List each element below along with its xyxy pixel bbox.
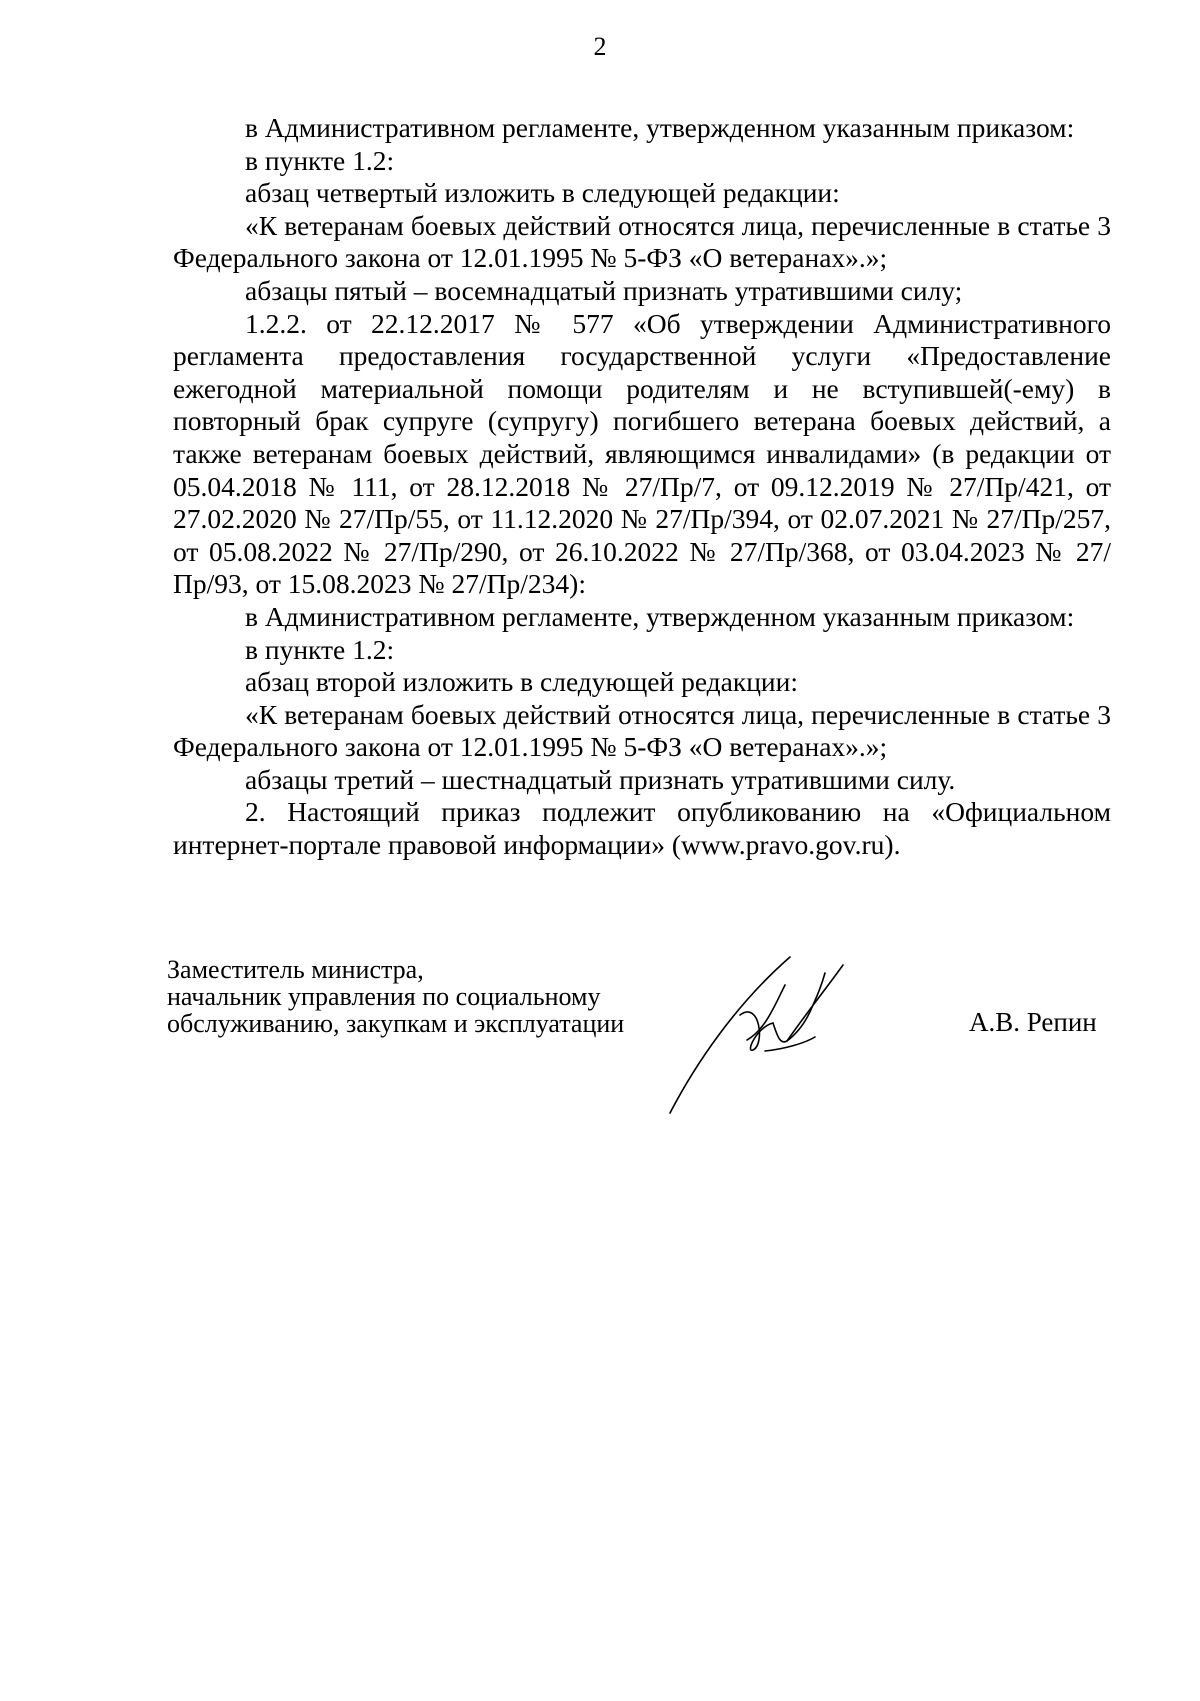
paragraph: в Административном регламенте, утвержденном указанным приказом:	[245, 112, 1075, 143]
paragraph: абзацы пятый – восемнадцатый признать утратившими силу;	[245, 274, 963, 306]
signer-position	[167, 956, 657, 1037]
signer-name: А.В. Репин	[969, 1007, 1097, 1037]
paragraph: в Административном регламенте, утвержденном указанным приказом:	[245, 600, 1075, 632]
signer-position-line: Заместитель министра,	[167, 955, 424, 984]
paragraph: абзац четвертый изложить в следующей редакции:	[245, 177, 840, 209]
paragraph: абзацы третий – шестнадцатый признать утратившими силу.	[245, 763, 956, 795]
paragraph: 1.2.2. от 22.12.2017 № 577 «Об утверждении Административного регламента предоставления государственной услуги «Предоставление ежегодной материальной помощи родителям и не вступившей(-ему) в повторный брак супруге (супругу) погибшего ветерана боевых действий, а также ветеранам боевых действий, являющимся инвалидами» (в редакции от 05.04.2018 № 111, от 28.12.2018 № 27/Пр/7, от 09.12.2019 № 27/Пр/421, от 27.02.2020 № 27/Пр/55, от 11.12.2020 № 27/Пр/394, от 02.07.2021 № 27/Пр/257, от 05.08.2022 № 27/Пр/290, от 26.10.2022 № 27/Пр/368, от 03.04.2023 № 27/Пр/93, от 15.08.2023 № 27/Пр/234):	[173, 307, 1111, 600]
paragraph: «К ветеранам боевых действий относятся лица, перечисленные в статье 3 Федерального закона от 12.01.1995 № 5-ФЗ «О ветеранах».»;	[173, 209, 1111, 274]
signer-position-line: обслуживанию, закупкам и эксплуатации	[167, 1009, 625, 1038]
handwritten-signature-icon	[665, 945, 905, 1115]
paragraph: 2. Настоящий приказ подлежит опубликованию на «Официальном интернет-портале правовой информации» (www.pravo.gov.ru).	[173, 796, 1111, 861]
page-number: 2	[593, 32, 607, 61]
paragraph: в пункте 1.2:	[245, 633, 395, 665]
document-body	[173, 112, 1111, 862]
signer-position-line: начальник управления по социальному	[167, 982, 601, 1011]
paragraph: в пункте 1.2:	[245, 144, 395, 176]
paragraph: абзац второй изложить в следующей редакции:	[245, 666, 799, 698]
paragraph: «К ветеранам боевых действий относятся лица, перечисленные в статье 3 Федерального закона от 12.01.1995 № 5-ФЗ «О ветеранах».»;	[173, 698, 1111, 763]
